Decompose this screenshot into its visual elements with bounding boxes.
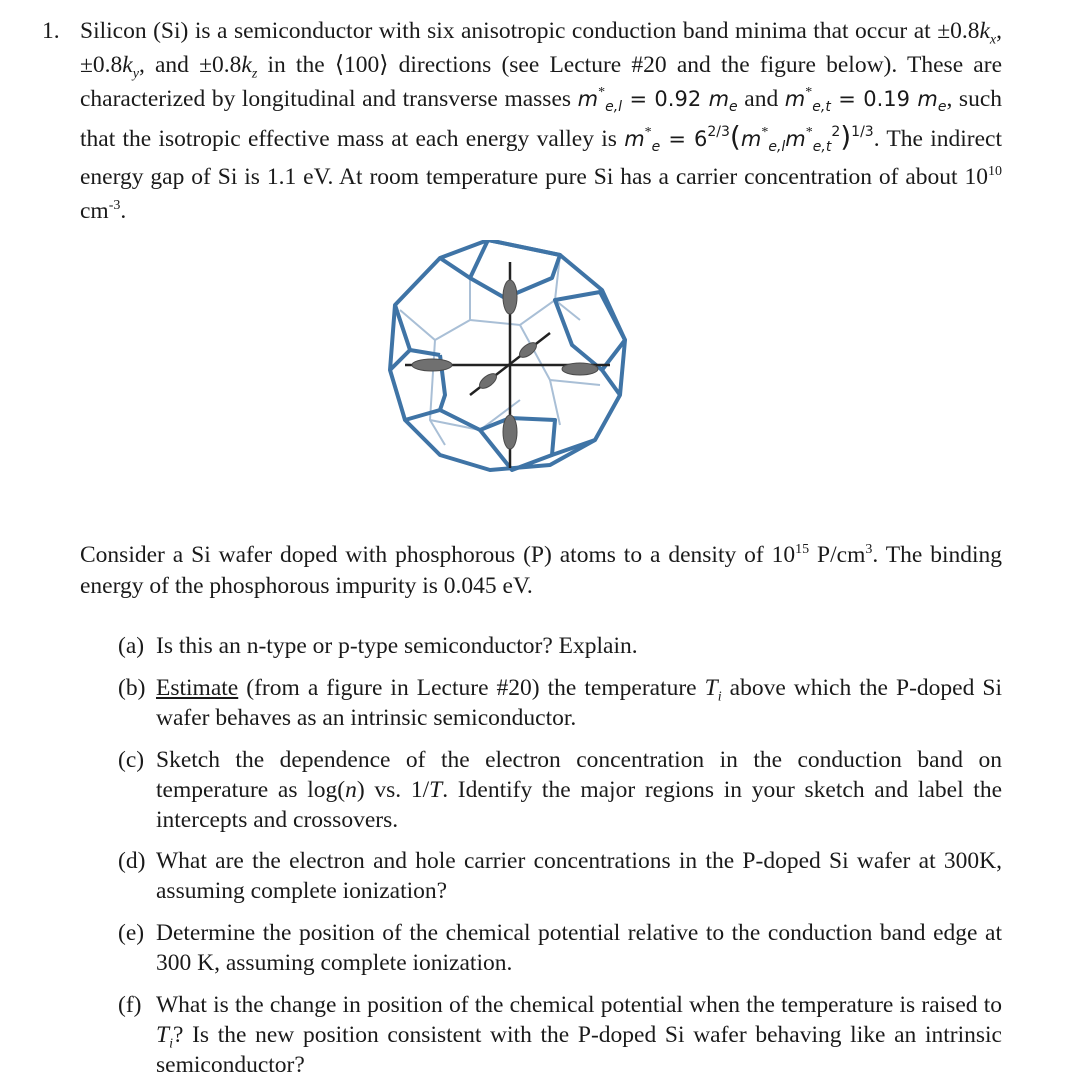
intro-text-9: . <box>120 198 127 224</box>
density-exp: 15 <box>795 542 810 558</box>
rp-sup: 1/3 <box>851 124 874 140</box>
m1-sup: * <box>761 125 769 140</box>
wafer-cm-exp: 3 <box>865 542 873 558</box>
kz: k <box>241 52 252 78</box>
m1: m <box>740 127 762 151</box>
m2-pow: 2 <box>831 124 841 140</box>
m2-sup: * <box>805 125 813 140</box>
m-el-sup: * <box>598 85 606 100</box>
m-el: m <box>577 87 599 111</box>
intro-text-5: and <box>737 86 785 112</box>
left-paren: ( <box>729 120 741 153</box>
part-b-estimate: Estimate <box>156 675 239 701</box>
part-c-text-2: ) vs. 1/ <box>356 777 430 803</box>
right-paren: ) <box>840 120 852 153</box>
part-c-label: (c) <box>118 747 145 773</box>
ky: k <box>122 52 133 78</box>
valley-plus-z <box>503 280 517 314</box>
me-1: m <box>708 87 730 111</box>
question-intro <box>80 14 1002 228</box>
part-b-ti: T <box>704 675 718 701</box>
intro-text-6: , such that the isotropic effective mass at each energy valley is <box>80 86 1002 152</box>
part-b-ti-sub: i <box>717 689 722 705</box>
eq-019: = 0.19 <box>830 87 918 111</box>
m-el-sub: e,l <box>605 99 623 115</box>
part-a-label: (a) <box>118 633 145 659</box>
part-c-n: n <box>345 777 357 803</box>
intro-text-3: , and ±0.8 <box>138 52 242 78</box>
part-c-text-3: . Identify the major regions in your sketch and label the intercepts and crossovers. <box>156 777 1003 833</box>
m-et-sup: * <box>805 85 813 100</box>
question-number: 1. <box>42 18 60 44</box>
m-es: m <box>624 127 645 151</box>
intro-text-4: in the ⟨100⟩ directions (see Lecture #20 and the figure below). These are characterized by longitudinal and transverse masses <box>80 52 1002 112</box>
conc-exp: 10 <box>988 164 1002 180</box>
part-a <box>118 631 1002 661</box>
m-es-sub: e <box>651 139 661 155</box>
kx: k <box>979 18 990 44</box>
kx-sub: x <box>989 32 997 48</box>
intro-text-1: Silicon (Si) is a semiconductor with six anisotropic conduction band minima that occur at ±0.8 <box>80 18 980 44</box>
eq-092: = 0.92 <box>622 87 709 111</box>
valley-minus-x <box>412 359 452 371</box>
part-f-label: (f) <box>118 992 142 1018</box>
kz-sub: z <box>251 66 258 82</box>
brillouin-zone-figure <box>380 240 640 480</box>
part-b <box>118 673 1002 733</box>
part-d-text: What are the electron and hole carrier concentrations in the P-doped Si wafer at 300K, assuming complete ionization? <box>156 848 1002 904</box>
part-f-text-2: ? Is the new position consistent with the P-doped Si wafer behaving like an intrinsic semiconductor? <box>156 1022 1002 1078</box>
part-b-label: (b) <box>118 675 146 701</box>
part-b-text-2: above which the P-doped Si wafer behaves as an intrinsic semiconductor. <box>156 675 1002 731</box>
intro-text-7: . The indirect energy gap of Si is 1.1 eV. At room temperature pure Si has a carrier concentration of about 10 <box>80 126 1002 190</box>
valley-plus-x <box>562 363 598 375</box>
valley-minus-z <box>503 415 517 449</box>
ky-sub: y <box>132 66 139 82</box>
eq-isotropic: = <box>660 127 695 151</box>
part-f <box>118 990 1002 1080</box>
m-et: m <box>784 87 806 111</box>
part-f-ti: T <box>156 1022 170 1048</box>
wafer-text-3: . The binding energy of the phosphorous impurity is 0.045 eV. <box>80 542 1003 599</box>
part-f-ti-sub: i <box>169 1036 173 1052</box>
part-f-text-1: What is the change in position of the chemical potential when the temperature is raised to <box>156 992 1002 1018</box>
intro-text-2: , ±0.8 <box>80 18 1002 78</box>
part-a-text: Is this an n-type or p-type semiconductor? Explain. <box>156 633 638 659</box>
m2: m <box>785 127 806 151</box>
part-e-text: Determine the position of the chemical potential relative to the conduction band edge at 300 K, assuming complete ionization. <box>156 920 1002 976</box>
m-et-sub: e,t <box>812 99 831 115</box>
part-e <box>118 918 1002 978</box>
m2-sub: e,t <box>812 139 832 155</box>
me-1-sub: e <box>729 99 738 115</box>
part-d <box>118 846 1002 906</box>
part-c-text-1: Sketch the dependence of the electron concentration in the conduction band on temperature as log( <box>156 747 1002 803</box>
part-b-text-1: (from a figure in Lecture #20) the temperature <box>238 675 705 701</box>
six-sup: 2/3 <box>707 124 730 140</box>
part-c-T: T <box>429 777 443 803</box>
m-es-sup: * <box>644 125 652 140</box>
m1-sub: e,l <box>768 139 786 155</box>
wafer-text-2: P/cm <box>809 542 866 568</box>
cm-exp: -3 <box>108 198 121 214</box>
me-2-sub: e <box>937 99 947 115</box>
part-e-label: (e) <box>118 920 145 946</box>
wafer-paragraph <box>80 540 1002 602</box>
wafer-text-1: Consider a Si wafer doped with phosphorous (P) atoms to a density of 10 <box>80 542 796 568</box>
part-d-label: (d) <box>118 848 146 874</box>
part-c <box>118 745 1002 835</box>
inner-edges <box>400 255 600 445</box>
me-2: m <box>917 87 938 111</box>
six: 6 <box>694 127 708 151</box>
intro-text-8: cm <box>80 198 109 224</box>
